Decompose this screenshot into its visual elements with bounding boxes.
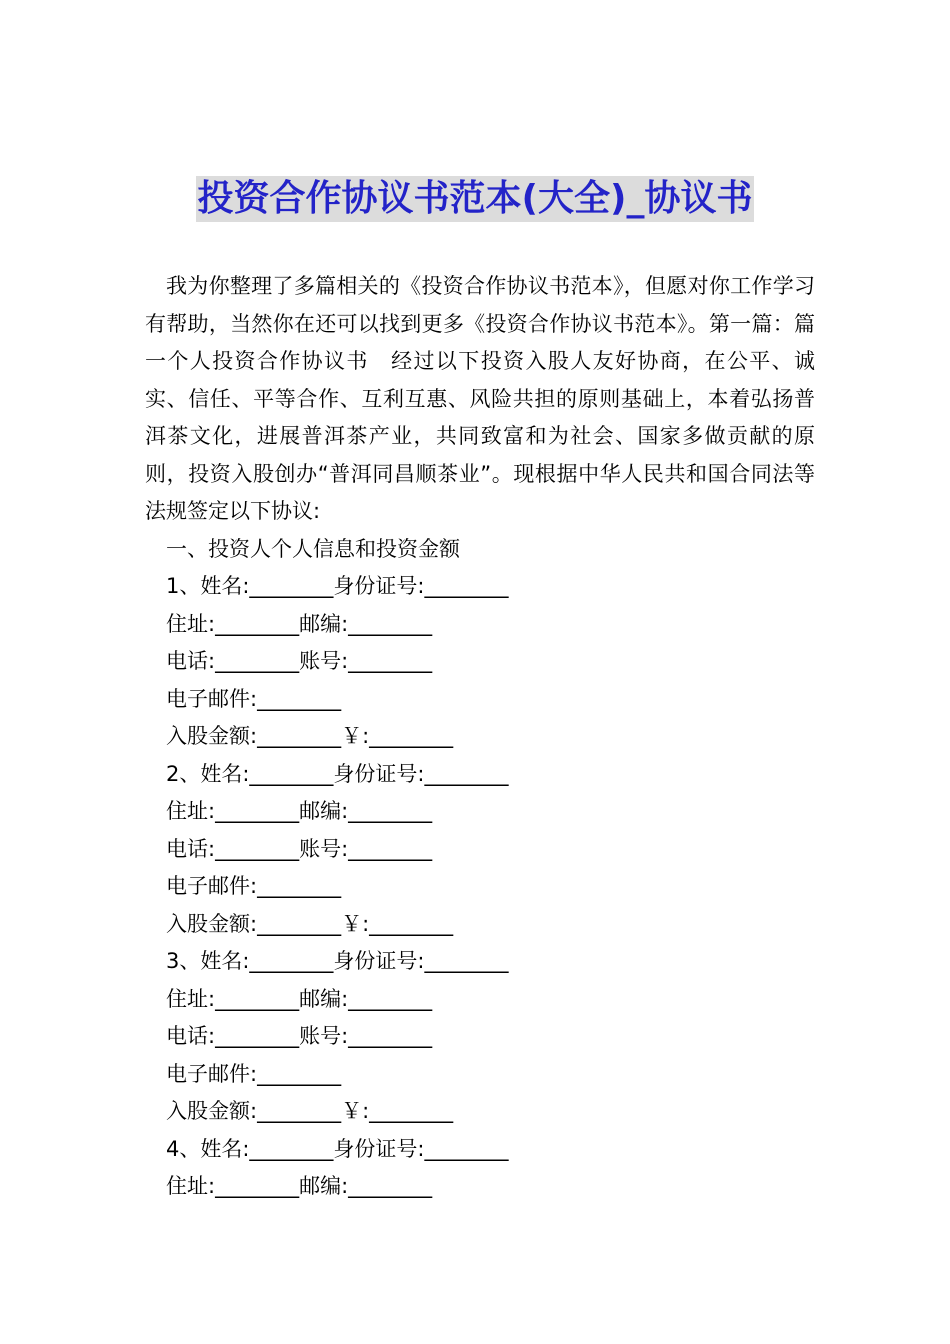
title-container bbox=[0, 176, 950, 222]
section-heading: 一、投资人个人信息和投资金额 bbox=[166, 536, 460, 561]
investor-2-address-line: 住址:________邮编:________ bbox=[166, 799, 433, 823]
investor-4-name-line: 4、姓名:________身份证号:________ bbox=[166, 1136, 509, 1161]
investor-2-phone-line: 电话:________账号:________ bbox=[166, 836, 433, 861]
intro-paragraph: 我为你整理了多篇相关的《投资合作协议书范本》，但愿对你工作学习有帮助，当然你在还可以找到更多《投资合作协议书范本》。第一篇：篇一个人投资合作协议书 经过以下投资入股人友好协商，在公平、诚实、信任、平等合作、互利互惠、风险共担的原则基础上，本着弘扬普洱茶文化，进展普洱茶产业，共同致富和为社会、国家多做贡献的原则，投资入股创办“普洱同昌顺茶业”。现根据中华人民共和国合同法等法规签定以下协议: bbox=[145, 274, 815, 523]
investor-3-phone-line: 电话:________账号:________ bbox=[166, 1024, 433, 1048]
investor-2-name-line: 2、姓名:________身份证号:________ bbox=[166, 761, 509, 786]
investor-3-amount-line: 入股金额:________￥:________ bbox=[166, 1099, 454, 1123]
investor-2-amount-line: 入股金额:________￥:________ bbox=[166, 911, 454, 936]
investor-3-email-line: 电子邮件:________ bbox=[166, 1061, 342, 1086]
investor-1-email-line: 电子邮件:________ bbox=[166, 686, 342, 711]
investor-2-email-line: 电子邮件:________ bbox=[166, 874, 342, 898]
document-body bbox=[145, 268, 815, 1206]
investor-1-name-line: 1、姓名:________身份证号:________ bbox=[166, 574, 509, 598]
investor-1-amount-line: 入股金额:________￥:________ bbox=[166, 724, 454, 748]
investor-1-address-line: 住址:________邮编:________ bbox=[166, 611, 433, 636]
investor-4-address-line: 住址:________邮编:________ bbox=[166, 1174, 433, 1198]
investor-3-address-line: 住址:________邮编:________ bbox=[166, 986, 433, 1011]
investor-3-name-line: 3、姓名:________身份证号:________ bbox=[166, 949, 509, 973]
document-title: 投资合作协议书范本(大全)_协议书 bbox=[196, 176, 755, 222]
investor-1-phone-line: 电话:________账号:________ bbox=[166, 649, 433, 673]
